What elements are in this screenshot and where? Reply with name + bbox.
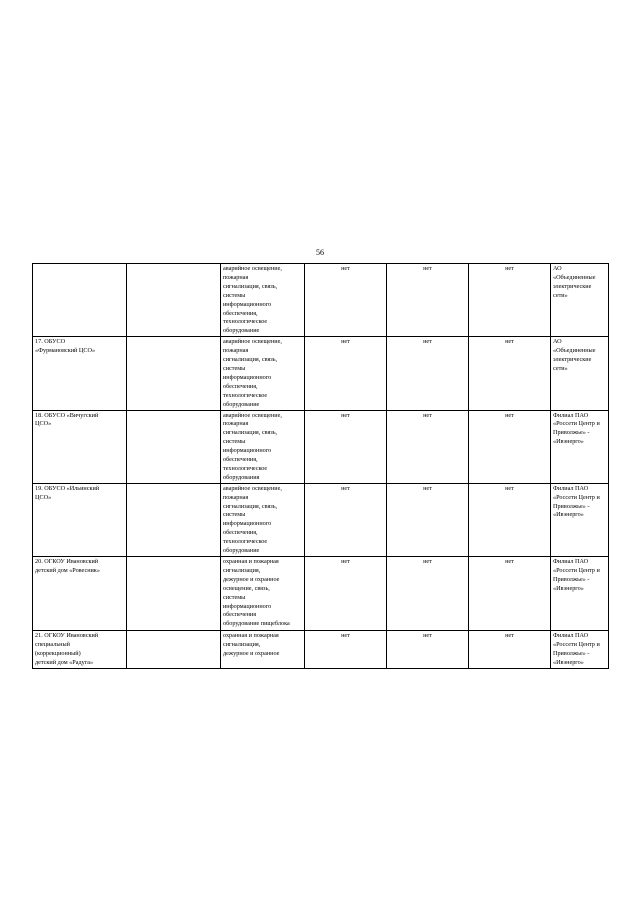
empty-cell <box>127 410 221 483</box>
value-cell: нет <box>387 410 469 483</box>
facility-name-cell: 20. ОГКОУ Ивановский детский дом «Ровесник» <box>33 557 127 631</box>
value-cell: нет <box>305 264 387 337</box>
supplier-cell: Филиал ПАО «Россети Центр и Приволжье» - «Ивэнерго» <box>551 483 609 556</box>
table-row <box>33 631 609 669</box>
facility-name-cell <box>33 264 127 337</box>
supplier-cell: Филиал ПАО «Россети Центр и Приволжье» - «Ивэнерго» <box>551 410 609 483</box>
value-cell: нет <box>387 483 469 556</box>
systems-cell: охранная и пожарная сигнализация, дежурное и охранное <box>221 631 305 669</box>
value-cell: нет <box>387 264 469 337</box>
empty-cell <box>127 264 221 337</box>
value-cell: нет <box>305 483 387 556</box>
empty-cell <box>127 337 221 410</box>
value-cell: нет <box>469 410 551 483</box>
empty-cell <box>127 483 221 556</box>
value-cell: нет <box>305 410 387 483</box>
supplier-cell: АО «Объединенные электрические сети» <box>551 337 609 410</box>
empty-cell <box>127 631 221 669</box>
value-cell: нет <box>469 337 551 410</box>
value-cell: нет <box>305 337 387 410</box>
supplier-cell: АО «Объединенные электрические сети» <box>551 264 609 337</box>
facility-name-cell: 17. ОБУСО «Фурмановский ЦСО» <box>33 337 127 410</box>
value-cell: нет <box>387 631 469 669</box>
value-cell: нет <box>387 557 469 631</box>
value-cell: нет <box>387 337 469 410</box>
value-cell: нет <box>305 557 387 631</box>
facilities-table <box>32 263 609 669</box>
facility-name-cell: 21. ОГКОУ Ивановский специальный (коррекционный) детский дом «Радуга» <box>33 631 127 669</box>
page-number: 56 <box>316 248 324 257</box>
systems-cell: аварийное освещение, пожарная сигнализация, связь, системы информационного обеспечения, технологическое оборудование <box>221 337 305 410</box>
facility-name-cell: 19. ОБУСО «Ильинский ЦСО» <box>33 483 127 556</box>
facility-name-cell: 18. ОБУСО «Вичугский ЦСО» <box>33 410 127 483</box>
table-row <box>33 410 609 483</box>
table-row <box>33 557 609 631</box>
value-cell: нет <box>469 557 551 631</box>
value-cell: нет <box>305 631 387 669</box>
table-row <box>33 483 609 556</box>
empty-cell <box>127 557 221 631</box>
table-row <box>33 264 609 337</box>
systems-cell: аварийное освещение, пожарная сигнализация, связь, системы информационного обеспечения, технологическое оборудование <box>221 483 305 556</box>
systems-cell: аварийное освещение, пожарная сигнализация, связь, системы информационного обеспечения, технологическое оборудование <box>221 264 305 337</box>
value-cell: нет <box>469 631 551 669</box>
supplier-cell: Филиал ПАО «Россети Центр и Приволжье» - «Ивэнерго» <box>551 557 609 631</box>
systems-cell: аварийное освещение, пожарная сигнализация, связь, системы информационного обеспечения, технологическое оборудования <box>221 410 305 483</box>
table-row <box>33 337 609 410</box>
value-cell: нет <box>469 483 551 556</box>
systems-cell: охранная и пожарная сигнализация, дежурное и охранное освещение, связь, системы информационного обеспечения оборудование пищеблока <box>221 557 305 631</box>
supplier-cell: Филиал ПАО «Россети Центр и Приволжье» - «Ивэнерго» <box>551 631 609 669</box>
value-cell: нет <box>469 264 551 337</box>
